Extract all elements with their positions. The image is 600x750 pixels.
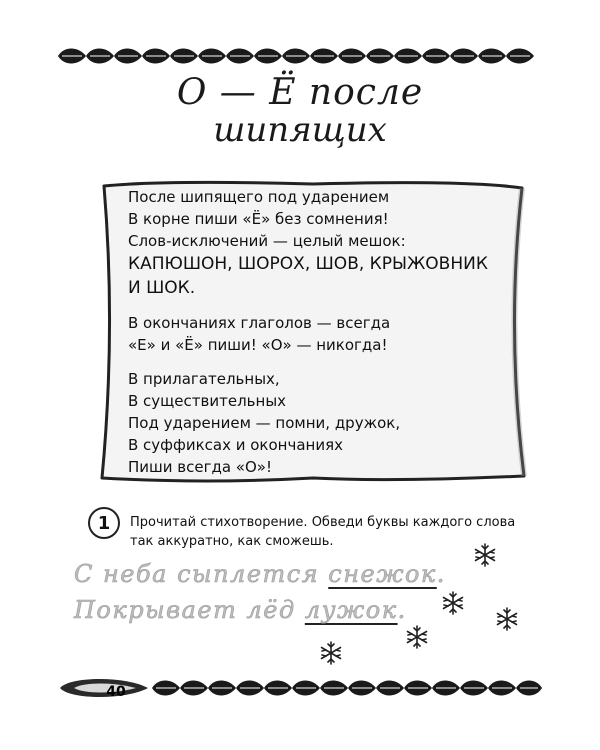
rule-line: В прилагательных, [128, 370, 280, 388]
rule-line: В существительных [128, 392, 287, 410]
rule-line: Слов-исключений — целый мешок: [128, 232, 406, 250]
tracing-text: . [397, 596, 407, 624]
tracing-underlined-word: лужок [304, 596, 398, 624]
snowflake-icon [440, 590, 466, 616]
tracing-text: Покрывает лёд [74, 596, 305, 624]
rule-line: В суффиксах и окончаниях [128, 436, 343, 454]
rule-line: В окончаниях глаголов — всегда [128, 314, 391, 332]
rule-line: После шипящего под ударением [128, 188, 390, 206]
tracing-line-1[interactable] [74, 560, 446, 588]
snowflake-icon [472, 542, 498, 568]
tracing-text: . [436, 560, 446, 588]
page-number: 40 [106, 684, 126, 700]
task-number-badge: 1 [88, 507, 120, 539]
rule-line: В корне пиши «Ё» без сомнения! [128, 210, 389, 228]
tracing-text: С неба сыплется [74, 560, 329, 588]
rule-line: «Е» и «Ё» пиши! «О» — никогда! [128, 336, 388, 354]
rule-line: Под ударением — помни, дружок, [128, 414, 401, 432]
task-instruction-line: так аккуратно, как сможешь. [130, 534, 334, 549]
task-instruction [130, 513, 530, 551]
task-instruction-line: Прочитай стихотворение. Обведи буквы каждого слова [130, 515, 516, 530]
rule-line: Пиши всегда «О»! [128, 458, 272, 476]
exceptions-line: И ШОК. [128, 278, 196, 298]
snowflake-icon [404, 624, 430, 650]
snowflake-icon [318, 640, 344, 666]
snowflake-icon [494, 606, 520, 632]
page-title-line2: шипящих [213, 110, 387, 150]
exceptions-line: КАПЮШОН, ШОРОХ, ШОВ, КРЫЖОВНИК [128, 254, 488, 274]
top-leaf-border [56, 44, 544, 68]
rule-poem [128, 186, 508, 478]
page-title-line1: О — Ё после [176, 72, 424, 113]
tracing-line-2[interactable] [74, 596, 407, 624]
tracing-underlined-word: снежок [328, 560, 437, 588]
